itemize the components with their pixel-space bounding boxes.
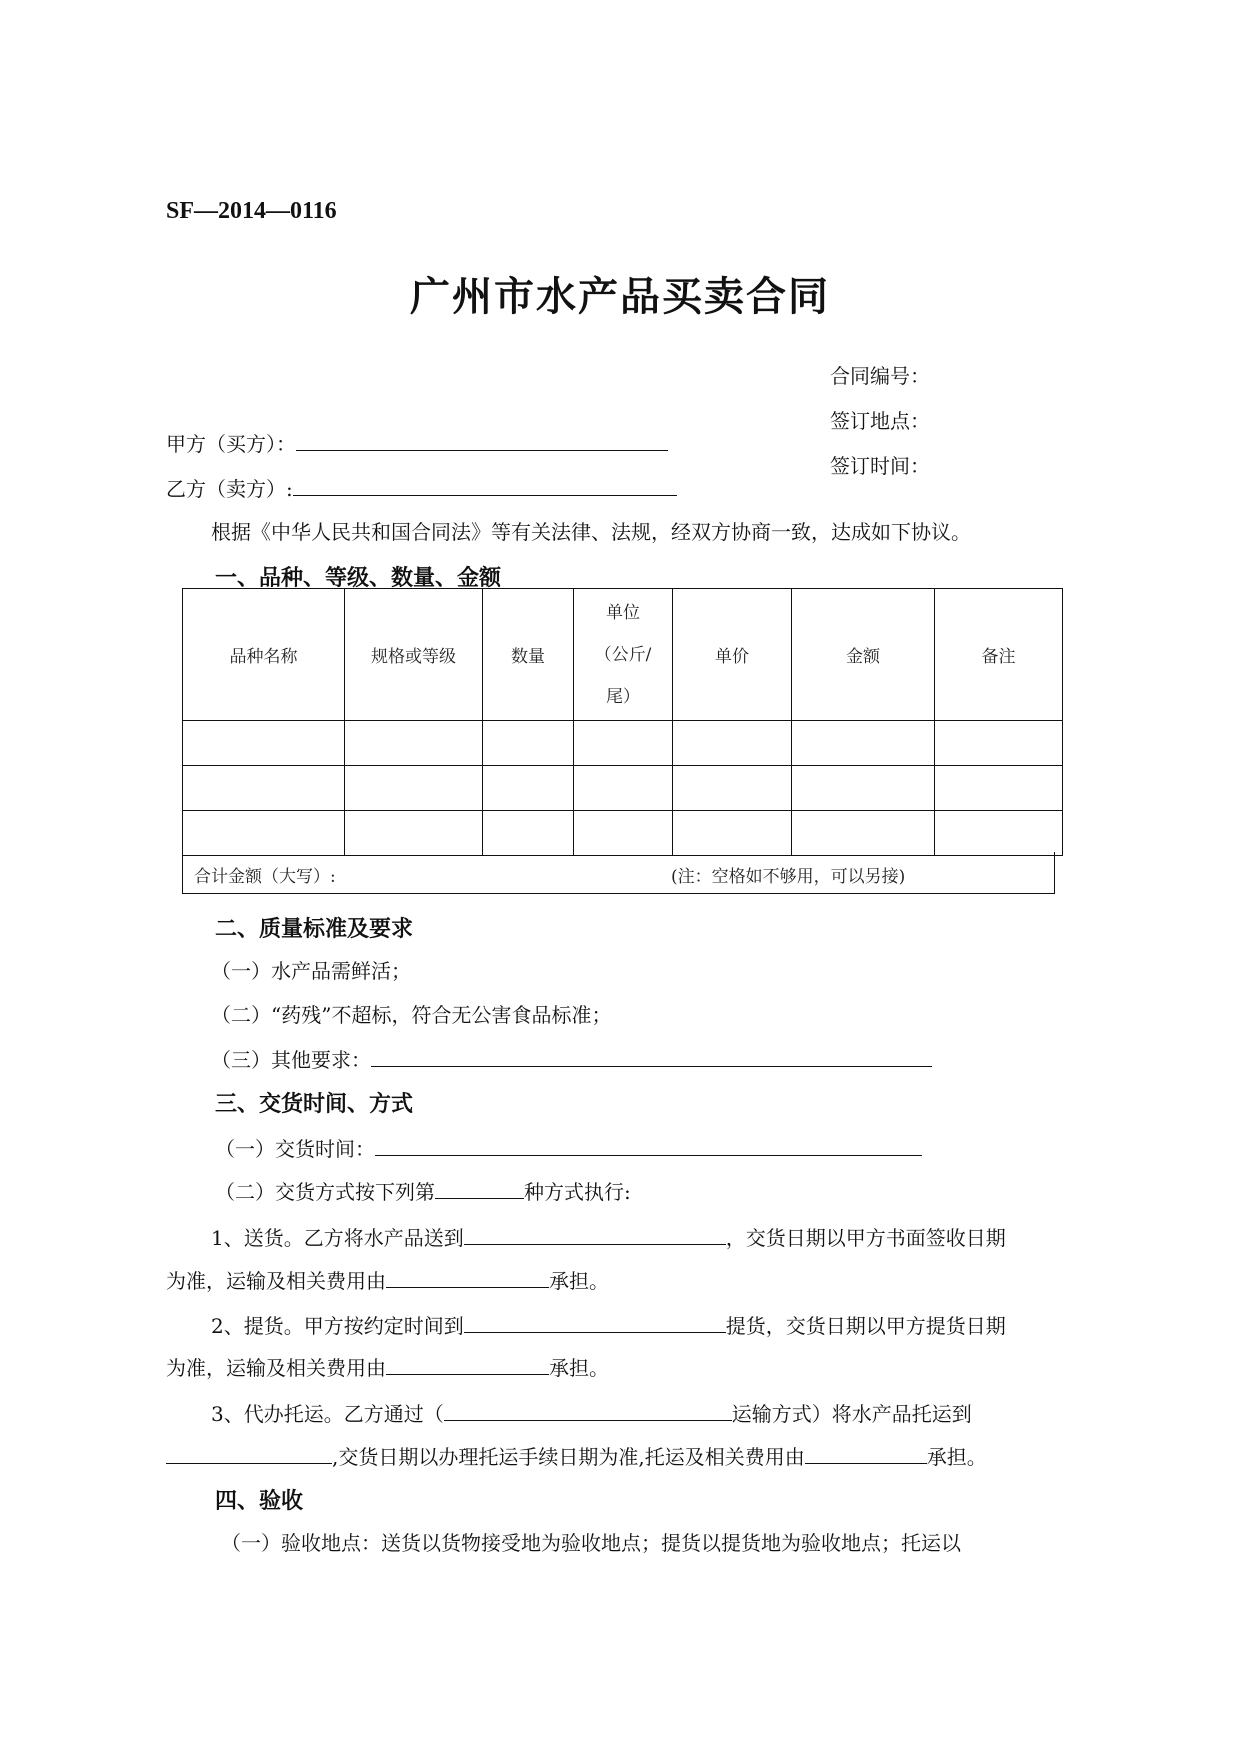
table-row [183,811,1063,856]
table-cell[interactable] [574,811,673,856]
table-cell[interactable] [483,811,574,856]
table-cell[interactable] [935,766,1063,811]
table-cell[interactable] [792,721,935,766]
quality-item-3-row [211,1044,932,1074]
intro-paragraph: 根据《中华人民共和国合同法》等有关法律、法规，经双方协商一致，达成如下协议。 [211,520,971,544]
table-header-row [183,589,1063,721]
option-3-text-d: 承担。 [926,1445,987,1469]
total-amount-label: 合计金额（大写）: [194,867,336,887]
table-note: (注：空格如不够用，可以另接) [671,867,906,887]
table-cell[interactable] [183,811,345,856]
table-row [183,721,1063,766]
col-remark: 备注 [935,589,1063,721]
option-3-transport-mode-blank[interactable] [444,1398,732,1421]
col-unit-price: 单价 [673,589,792,721]
option-2-line-2 [166,1352,609,1382]
option-2-cost-bearer-blank[interactable] [386,1352,549,1375]
option-1-text-d: 承担。 [549,1269,609,1293]
signing-time-label: 签订时间： [830,454,930,478]
option-3-text-b: 运输方式）将水产品托运到 [731,1402,972,1426]
other-requirements-blank[interactable] [371,1044,932,1067]
delivery-method-label-a: （二）交货方式按下列第 [215,1180,435,1204]
option-3-cost-bearer-blank[interactable] [805,1441,927,1464]
col-amount: 金额 [792,589,935,721]
buyer-blank[interactable] [296,428,668,451]
option-1-line-2 [166,1265,609,1295]
option-1-destination-blank[interactable] [464,1222,726,1245]
seller-row [166,473,677,503]
option-3-line-2 [166,1441,987,1471]
option-1-cost-bearer-blank[interactable] [386,1265,549,1288]
total-amount-row [182,852,1055,894]
signing-place-label: 签订地点： [830,409,930,433]
option-2-text-a: 2、提货。甲方按约定时间到 [211,1314,464,1338]
col-unit-line-1: 单位 [606,602,640,623]
document-code: SF—2014—0116 [166,198,337,224]
section-1-heading: 一、品种、等级、数量、金额 [215,565,502,591]
option-2-line-1 [211,1310,1006,1340]
option-3-text-a: 3、代办托运。乙方通过（ [211,1402,444,1426]
other-requirements-label: （三）其他要求： [211,1048,371,1072]
option-1-text-a: 1、送货。乙方将水产品送到 [211,1226,464,1250]
delivery-time-blank[interactable] [375,1133,922,1156]
buyer-label: 甲方（买方）： [166,432,296,456]
delivery-method-blank[interactable] [435,1176,524,1199]
option-1-text-b: ，交货日期以甲方书面签收日期 [725,1226,1006,1250]
table-row [183,766,1063,811]
table-cell[interactable] [673,811,792,856]
option-3-text-c: ,交货日期以办理托运手续日期为准,托运及相关费用由 [332,1445,805,1469]
option-2-pickup-place-blank[interactable] [464,1310,726,1333]
buyer-row [166,428,668,458]
table-cell[interactable] [574,721,673,766]
table-cell[interactable] [574,766,673,811]
option-3-destination-blank[interactable] [166,1441,332,1464]
section-4-heading: 四、验收 [215,1488,304,1514]
option-2-text-c: 为准，运输及相关费用由 [166,1356,386,1380]
col-spec-grade: 规格或等级 [345,589,483,721]
delivery-time-label: （一）交货时间： [215,1137,375,1161]
table-cell[interactable] [935,721,1063,766]
option-3-line-1 [211,1398,972,1428]
table-cell[interactable] [345,721,483,766]
table-cell[interactable] [345,766,483,811]
table-cell[interactable] [673,766,792,811]
delivery-method-row [215,1176,631,1206]
option-1-text-c: 为准，运输及相关费用由 [166,1269,386,1293]
col-unit-line-3: 尾） [606,686,640,707]
contract-title: 广州市水产品买卖合同 [410,273,830,320]
goods-table [182,588,1063,856]
contract-number-label: 合同编号： [830,364,930,388]
table-cell[interactable] [483,766,574,811]
option-2-text-b: 提货，交货日期以甲方提货日期 [725,1314,1006,1338]
table-cell[interactable] [792,811,935,856]
table-cell[interactable] [345,811,483,856]
table-cell[interactable] [483,721,574,766]
table-cell[interactable] [792,766,935,811]
col-quantity: 数量 [483,589,574,721]
inspection-item-1: （一）验收地点：送货以货物接受地为验收地点；提货以提货地为验收地点；托运以 [221,1531,961,1555]
section-3-heading: 三、交货时间、方式 [215,1091,414,1117]
quality-item-1: （一）水产品需鲜活； [211,959,411,983]
section-2-heading: 二、质量标准及要求 [215,916,414,942]
table-cell[interactable] [183,721,345,766]
table-cell[interactable] [935,811,1063,856]
delivery-method-label-b: 种方式执行: [524,1180,631,1204]
table-cell[interactable] [183,766,345,811]
seller-label: 乙方（卖方）: [166,477,293,501]
col-unit [574,589,673,721]
delivery-time-row [215,1133,922,1163]
option-2-text-d: 承担。 [549,1356,609,1380]
col-variety-name: 品种名称 [183,589,345,721]
option-1-line-1 [211,1222,1006,1252]
quality-item-2: （二）“药残”不超标，符合无公害食品标准； [211,1003,612,1027]
col-unit-line-2: （公斤/ [594,644,652,665]
table-cell[interactable] [673,721,792,766]
seller-blank[interactable] [293,473,677,496]
